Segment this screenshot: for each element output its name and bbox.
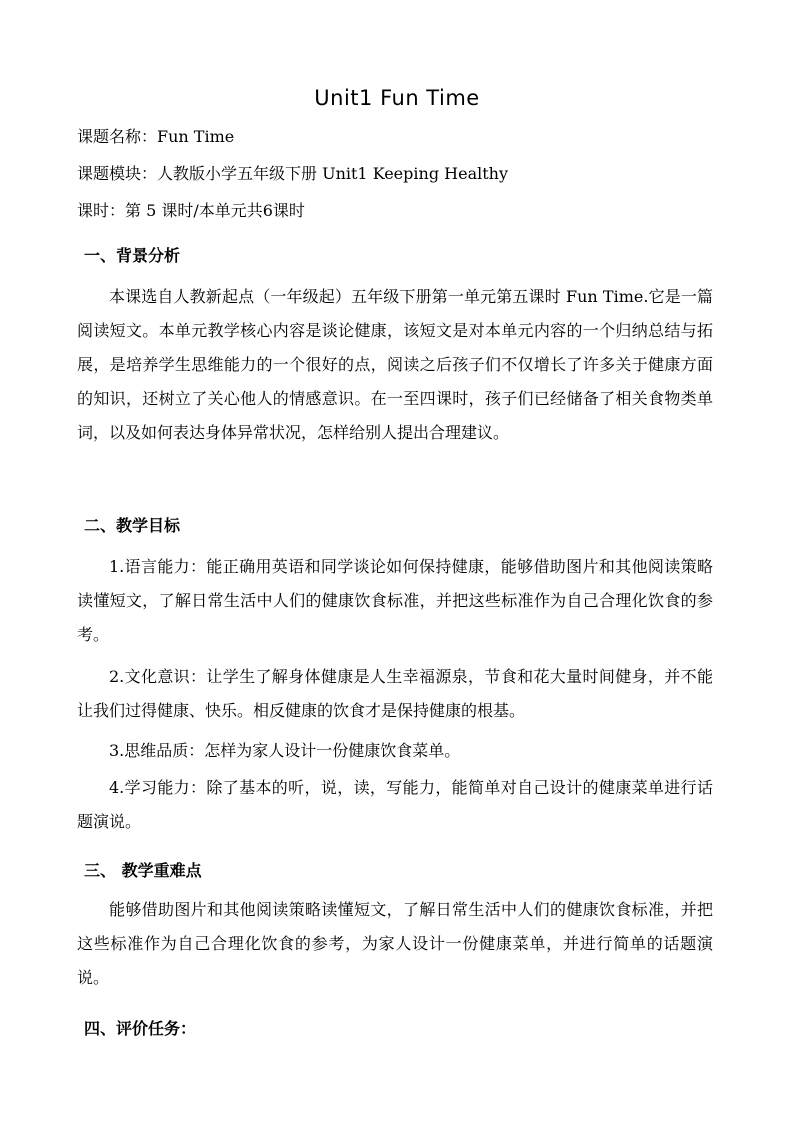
lesson-period: 课时：第 5 课时/本单元共6课时 [77,201,305,220]
objective-culture: 2.文化意识：让学生了解身体健康是人生幸福源泉，节食和花大量时间健身，并不能让我们过得健康、快乐。相反健康的饮食才是保持健康的根基。 [77,667,713,720]
section-heading-evaluation: 四、评价任务： [84,1019,197,1038]
document-title: Unit1 Fun Time [314,86,480,110]
lesson-name: 课题名称：Fun Time [77,127,235,146]
section-heading-key-points: 三、 教学重难点 [84,861,202,880]
objective-learning: 4.学习能力：除了基本的听，说，读，写能力，能简单对自己设计的健康菜单进行话题演说。 [77,778,713,831]
lesson-module: 课题模块：人教版小学五年级下册 Unit1 Keeping Healthy [77,164,508,183]
key-points-paragraph: 能够借助图片和其他阅读策略读懂短文，了解日常生活中人们的健康饮食标准，并把这些标准作为自己合理化饮食的参考，为家人设计一份健康菜单，并进行简单的话题演说。 [77,900,713,987]
objective-thinking: 3.思维品质：怎样为家人设计一份健康饮食菜单。 [109,741,461,760]
objective-language: 1.语言能力：能正确用英语和同学谈论如何保持健康，能够借助图片和其他阅读策略读懂短文，了解日常生活中人们的健康饮食标准，并把这些标准作为自己合理化饮食的参考。 [77,557,713,644]
background-paragraph: 本课选自人教新起点（一年级起）五年级下册第一单元第五课时 Fun Time.它是一篇阅读短文。本单元教学核心内容是谈论健康，该短文是对本单元内容的一个归纳总结与拓展，是培养学生思维能力的一个很好的点，阅读之后孩子们不仅增长了许多关于健康方面的知识，还树立了关心他人的情感意识。在一至四课时，孩子们已经储备了相关食物类单词，以及如何表达身体异常状况，怎样给别人提出合理建议。 [77,287,713,442]
section-heading-objectives: 二、教学目标 [84,516,181,535]
section-heading-background: 一、背景分析 [84,246,181,265]
